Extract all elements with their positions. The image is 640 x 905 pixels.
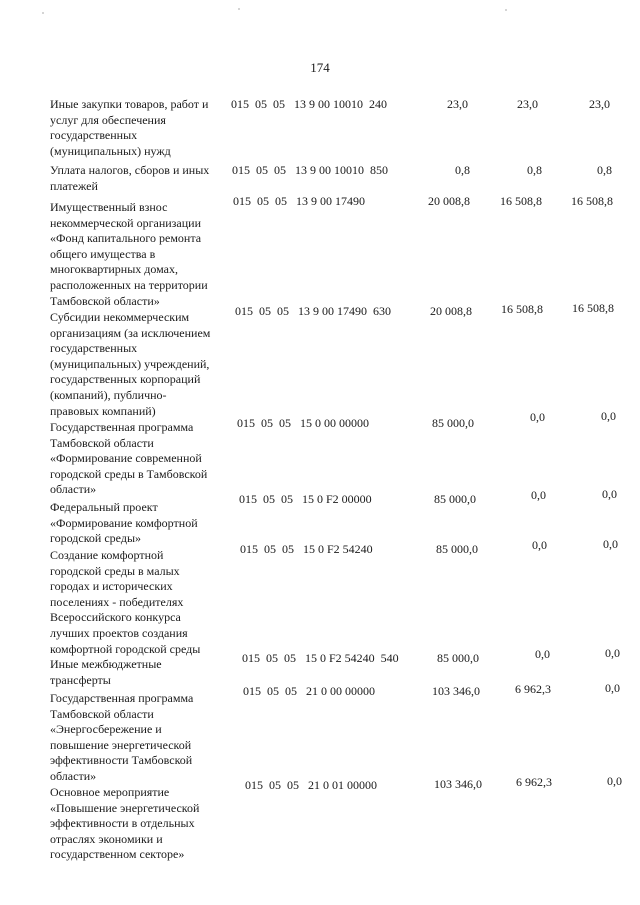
row-code: 015 05 05 13 9 00 10010 240 <box>231 97 387 111</box>
row-value-2: 6 962,3 <box>516 775 552 789</box>
row-code: 015 05 05 21 0 01 00000 <box>245 778 377 792</box>
row-code: 015 05 05 15 0 00 00000 <box>237 416 369 430</box>
row-description: Иные межбюджетные трансферты <box>50 657 162 687</box>
row-value-1: 0,8 <box>455 163 470 177</box>
row-value-2: 16 508,8 <box>500 194 542 208</box>
row-description: Государственная программа Тамбовской области «Энергосбережение и повышение энергетической эффективности Тамбовской области» <box>50 691 194 783</box>
row-value-3: 23,0 <box>589 97 610 111</box>
row-description: Имущественный взнос некоммерческой организации «Фонд капитального ремонта общего имущества в многоквартирных домах, расположенных на территории Тамбовской области» <box>50 200 208 308</box>
row-value-1: 23,0 <box>447 97 468 111</box>
row-value-1: 20 008,8 <box>428 194 470 208</box>
row-value-1: 85 000,0 <box>436 542 478 556</box>
row-value-1: 103 346,0 <box>434 777 482 791</box>
row-description: Создание комфортной городской среды в малых городах и исторических поселениях - победителях Всероссийского конкурса лучших проектов создания комфортной городской среды <box>50 548 201 656</box>
row-code: 015 05 05 13 9 00 10010 850 <box>232 163 388 177</box>
row-value-2: 23,0 <box>517 97 538 111</box>
row-code: 015 05 05 15 0 F2 54240 <box>240 542 373 556</box>
row-value-3: 16 508,8 <box>571 194 613 208</box>
row-value-3: 16 508,8 <box>572 301 614 315</box>
row-value-3: 0,8 <box>597 163 612 177</box>
row-description: Федеральный проект «Формирование комфортной городской среды» <box>50 500 198 546</box>
row-value-1: 103 346,0 <box>432 684 480 698</box>
row-value-2: 6 962,3 <box>515 682 551 696</box>
row-value-3: 0,0 <box>603 537 618 551</box>
row-description: Субсидии некоммерческим организациям (за исключением государственных (муниципальных) учреждений, государственных корпораций (компаний), публично- правовых компаний) <box>50 310 211 418</box>
row-description: Уплата налогов, сборов и иных платежей <box>50 163 210 193</box>
page-number: 174 <box>310 60 330 75</box>
row-value-2: 0,0 <box>535 647 550 661</box>
row-value-2: 0,0 <box>530 410 545 424</box>
row-value-2: 16 508,8 <box>501 302 543 316</box>
row-code: 015 05 05 15 0 F2 54240 540 <box>242 651 399 665</box>
row-code: 015 05 05 13 9 00 17490 630 <box>235 304 391 318</box>
row-value-3: 0,0 <box>607 774 622 788</box>
row-value-2: 0,0 <box>531 488 546 502</box>
row-value-1: 85 000,0 <box>437 651 479 665</box>
row-code: 015 05 05 15 0 F2 00000 <box>239 492 372 506</box>
row-value-1: 85 000,0 <box>432 416 474 430</box>
row-value-2: 0,0 <box>532 538 547 552</box>
row-value-3: 0,0 <box>602 487 617 501</box>
scan-speck <box>42 12 44 14</box>
row-description: Государственная программа Тамбовской области «Формирование современной городской среды в Тамбовской области» <box>50 420 208 497</box>
row-value-1: 20 008,8 <box>430 304 472 318</box>
row-value-3: 0,0 <box>605 646 620 660</box>
row-code: 015 05 05 21 0 00 00000 <box>243 684 375 698</box>
row-value-3: 0,0 <box>601 409 616 423</box>
scan-speck <box>505 9 507 11</box>
row-description: Основное мероприятие «Повышение энергетической эффективности в отдельных отраслях экономики и государственном секторе» <box>50 785 200 862</box>
row-value-2: 0,8 <box>527 163 542 177</box>
scan-speck <box>238 8 240 10</box>
row-value-3: 0,0 <box>605 681 620 695</box>
row-description: Иные закупки товаров, работ и услуг для обеспечения государственных (муниципальных) нужд <box>50 97 209 158</box>
row-code: 015 05 05 13 9 00 17490 <box>233 194 365 208</box>
row-value-1: 85 000,0 <box>434 492 476 506</box>
